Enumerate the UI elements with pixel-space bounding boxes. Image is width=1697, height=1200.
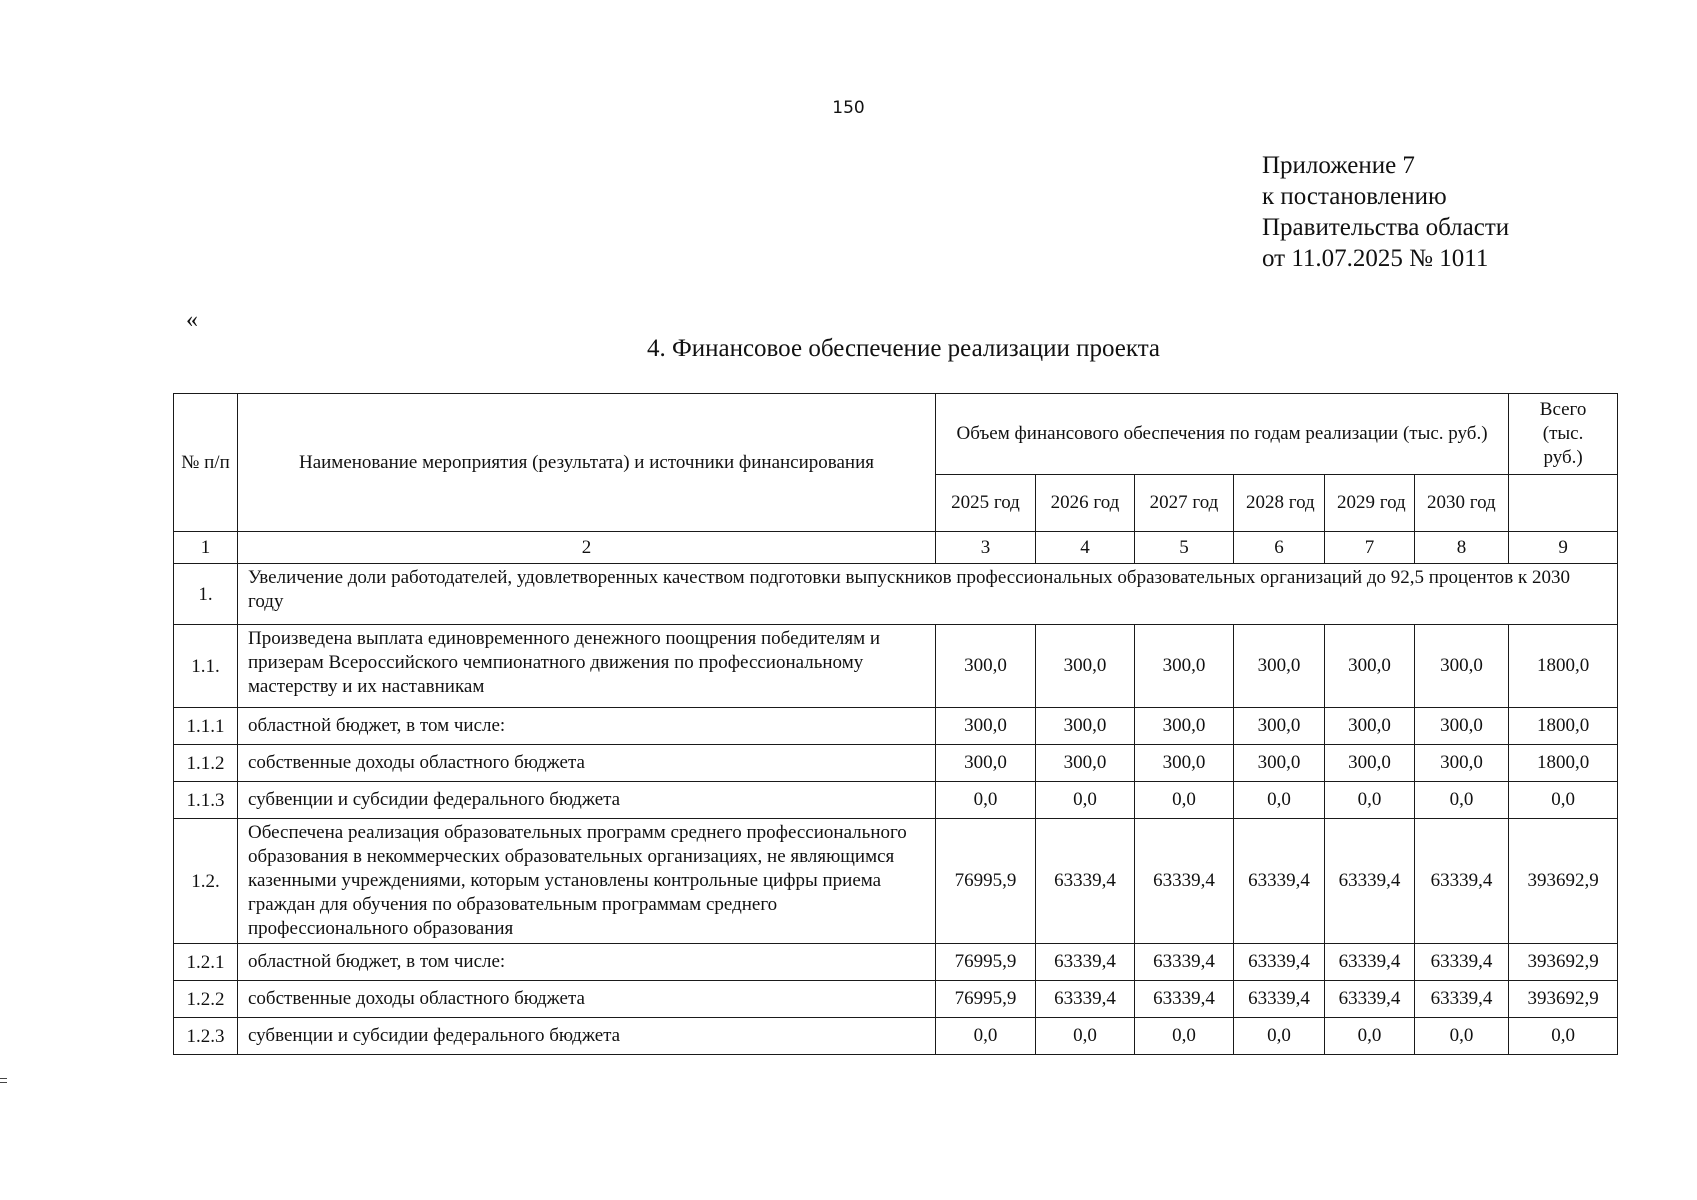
column-index: 7 [1325, 532, 1415, 564]
header-year-2029: 2029 год [1325, 475, 1415, 532]
row-num: 1.1.2 [174, 745, 238, 782]
row-value-2028: 0,0 [1234, 782, 1325, 819]
header-year-2026: 2026 год [1036, 475, 1135, 532]
column-index: 9 [1509, 532, 1618, 564]
row-value-2028: 300,0 [1234, 708, 1325, 745]
row-num: 1.1.1 [174, 708, 238, 745]
row-name: субвенции и субсидии федерального бюджета [238, 782, 936, 819]
goal-row [174, 564, 1618, 625]
row-value-2027: 63339,4 [1135, 944, 1234, 981]
row-value-2025: 76995,9 [936, 819, 1036, 944]
row-name: Произведена выплата единовременного денежного поощрения победителям и призерам Всероссийского чемпионатного движения по профессиональному мастерству и их наставникам [238, 625, 936, 708]
header-year-2027: 2027 год [1135, 475, 1234, 532]
row-total: 393692,9 [1509, 944, 1618, 981]
row-value-2029: 63339,4 [1325, 981, 1415, 1018]
row-value-2030: 300,0 [1415, 745, 1509, 782]
row-num: 1.2. [174, 819, 238, 944]
row-total: 1800,0 [1509, 708, 1618, 745]
row-total: 1800,0 [1509, 745, 1618, 782]
header-year-2028: 2028 год [1234, 475, 1325, 532]
row-total: 0,0 [1509, 1018, 1618, 1055]
row-name: областной бюджет, в том числе: [238, 708, 936, 745]
opening-quote-mark: « [186, 307, 198, 333]
row-value-2025: 300,0 [936, 745, 1036, 782]
row-value-2026: 0,0 [1036, 1018, 1135, 1055]
row-value-2026: 0,0 [1036, 782, 1135, 819]
row-value-2028: 63339,4 [1234, 944, 1325, 981]
financing-table [173, 393, 1618, 1055]
row-value-2027: 300,0 [1135, 745, 1234, 782]
goal-text: Увеличение доли работодателей, удовлетворенных качеством подготовки выпускников профессиональных образовательных организаций до 92,5 процентов к 2030 году [238, 564, 1618, 625]
row-value-2028: 63339,4 [1234, 819, 1325, 944]
row-value-2026: 300,0 [1036, 708, 1135, 745]
column-index: 2 [238, 532, 936, 564]
row-value-2027: 300,0 [1135, 708, 1234, 745]
column-index: 4 [1036, 532, 1135, 564]
header-year-2030: 2030 год [1415, 475, 1509, 532]
row-value-2025: 300,0 [936, 708, 1036, 745]
row-name: Обеспечена реализация образовательных программ среднего профессионального образования в некоммерческих образовательных организациях, не являющимся казенными учреждениями, которым установлены контрольные цифры приема граждан для обучения по образовательным программам среднего профессионального образования [238, 819, 936, 944]
table-row [174, 1018, 1618, 1055]
appendix-block [1262, 150, 1509, 274]
header-year-2025: 2025 год [936, 475, 1036, 532]
row-name: собственные доходы областного бюджета [238, 745, 936, 782]
row-value-2027: 300,0 [1135, 625, 1234, 708]
row-value-2028: 300,0 [1234, 745, 1325, 782]
column-index: 8 [1415, 532, 1509, 564]
row-value-2027: 63339,4 [1135, 819, 1234, 944]
row-value-2030: 63339,4 [1415, 944, 1509, 981]
column-index: 3 [936, 532, 1036, 564]
row-value-2025: 300,0 [936, 625, 1036, 708]
row-value-2029: 63339,4 [1325, 819, 1415, 944]
row-value-2030: 300,0 [1415, 625, 1509, 708]
row-num: 1.2.2 [174, 981, 238, 1018]
row-value-2030: 63339,4 [1415, 819, 1509, 944]
row-value-2025: 76995,9 [936, 981, 1036, 1018]
table-row [174, 625, 1618, 708]
table-row [174, 708, 1618, 745]
row-value-2029: 300,0 [1325, 745, 1415, 782]
appendix-line-4: от 11.07.2025 № 1011 [1262, 245, 1489, 272]
appendix-line-1: Приложение 7 [1262, 152, 1415, 179]
table-row [174, 819, 1618, 944]
header-total-spacer [1509, 475, 1618, 532]
header-volume: Объем финансового обеспечения по годам реализации (тыс. руб.) [936, 394, 1509, 475]
row-value-2026: 63339,4 [1036, 944, 1135, 981]
row-value-2030: 0,0 [1415, 782, 1509, 819]
appendix-line-2: к постановлению [1262, 183, 1447, 210]
section-title: 4. Финансовое обеспечение реализации проекта [646, 335, 1161, 362]
row-value-2030: 63339,4 [1415, 981, 1509, 1018]
column-index: 5 [1135, 532, 1234, 564]
appendix-line-3: Правительства области [1262, 214, 1510, 241]
row-name: субвенции и субсидии федерального бюджета [238, 1018, 936, 1055]
row-value-2029: 0,0 [1325, 1018, 1415, 1055]
row-value-2029: 0,0 [1325, 782, 1415, 819]
row-value-2025: 0,0 [936, 1018, 1036, 1055]
header-total: Всего (тыс. руб.) [1509, 394, 1618, 475]
row-name: собственные доходы областного бюджета [238, 981, 936, 1018]
header-num: № п/п [174, 394, 238, 532]
row-value-2026: 300,0 [1036, 745, 1135, 782]
row-value-2030: 0,0 [1415, 1018, 1509, 1055]
row-num: 1.1. [174, 625, 238, 708]
row-value-2025: 0,0 [936, 782, 1036, 819]
column-index: 6 [1234, 532, 1325, 564]
row-value-2026: 63339,4 [1036, 819, 1135, 944]
row-value-2029: 63339,4 [1325, 944, 1415, 981]
goal-num: 1. [174, 564, 238, 625]
row-name: областной бюджет, в том числе: [238, 944, 936, 981]
table-row [174, 981, 1618, 1018]
row-value-2030: 300,0 [1415, 708, 1509, 745]
table-row [174, 944, 1618, 981]
column-index: 1 [174, 532, 238, 564]
page-number: 150 [832, 98, 865, 118]
table-row [174, 745, 1618, 782]
row-num: 1.2.3 [174, 1018, 238, 1055]
row-total: 393692,9 [1509, 819, 1618, 944]
row-value-2028: 63339,4 [1234, 981, 1325, 1018]
row-value-2026: 63339,4 [1036, 981, 1135, 1018]
row-value-2029: 300,0 [1325, 625, 1415, 708]
row-value-2026: 300,0 [1036, 625, 1135, 708]
row-value-2027: 63339,4 [1135, 981, 1234, 1018]
column-index-row [174, 532, 1618, 564]
row-value-2027: 0,0 [1135, 782, 1234, 819]
row-total: 0,0 [1509, 782, 1618, 819]
row-value-2029: 300,0 [1325, 708, 1415, 745]
row-value-2028: 0,0 [1234, 1018, 1325, 1055]
row-total: 393692,9 [1509, 981, 1618, 1018]
row-num: 1.2.1 [174, 944, 238, 981]
row-value-2028: 300,0 [1234, 625, 1325, 708]
scan-edge-mark [0, 1078, 7, 1083]
header-name: Наименование мероприятия (результата) и источники финансирования [238, 394, 936, 532]
table-row [174, 782, 1618, 819]
row-num: 1.1.3 [174, 782, 238, 819]
row-total: 1800,0 [1509, 625, 1618, 708]
row-value-2025: 76995,9 [936, 944, 1036, 981]
row-value-2027: 0,0 [1135, 1018, 1234, 1055]
